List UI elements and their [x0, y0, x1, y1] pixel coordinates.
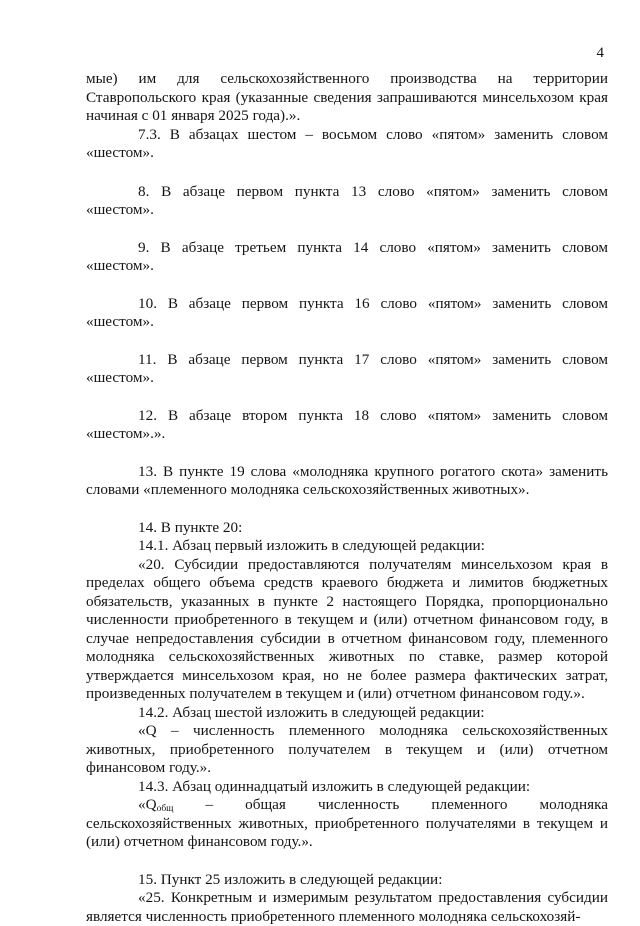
- document-body: [86, 70, 608, 926]
- paragraph-14-1-text: «20. Субсидии предоставляются получателям минсельхозом края в пределах общего объема средств краевого бюджета и лимитов бюджетных обязательств, указанных в пункте 2 настоящего Порядка, пропорционально численности приобретенного в текущем и (или) отчетном финансовом году, в случае непредоставления субсидии в отчетном финансовом году, племенного молодняка сельскохозяйственных животных по ставке, размер которой утверждается минсельхозом края, но не более размера фактических затрат, произведенных получателем в текущем и (или) отчетном финансовом году.».: [86, 555, 608, 702]
- paragraph-14-3-text: [86, 796, 608, 852]
- paragraph-14-2: 14.2. Абзац шестой изложить в следующей редакции:: [138, 703, 485, 721]
- page-number: 4: [596, 45, 604, 61]
- paragraph-continuation: мые) им для сельскохозяйственного производства на территории Ставропольского края (указанные сведения запрашиваются минсельхозом края начиная с 01 января 2025 года).».: [86, 70, 608, 124]
- formula-definition: – общая численность племенного молодняка сельскохозяйственных животных, приобретенного получателями в текущем и (или) отчетном финансовом году.».: [86, 796, 608, 850]
- paragraph-15: 15. Пункт 25 изложить в следующей редакции:: [138, 870, 443, 888]
- paragraph-9: 9. В абзаце третьем пункта 14 слово «пятом» заменить словом «шестом».: [86, 238, 608, 274]
- paragraph-11: 11. В абзаце первом пункта 17 слово «пятом» заменить словом «шестом».: [86, 350, 608, 386]
- formula-subscript: общ: [156, 804, 174, 814]
- paragraph-10: 10. В абзаце первом пункта 16 слово «пятом» заменить словом «шестом».: [86, 294, 608, 330]
- paragraph-14-1: 14.1. Абзац первый изложить в следующей редакции:: [138, 537, 485, 554]
- paragraph-7-3: 7.3. В абзацах шестом – восьмом слово «пятом» заменить словом «шестом».: [86, 125, 608, 161]
- paragraph-14: 14. В пункте 20:: [138, 518, 243, 536]
- paragraph-14-2-text: «Q – численность племенного молодняка сельскохозяйственных животных, приобретенного получателем в текущем и (или) отчетном финансовом году.».: [86, 722, 608, 776]
- paragraph-8: 8. В абзаце первом пункта 13 слово «пятом» заменить словом «шестом».: [86, 182, 608, 218]
- paragraph-12: 12. В абзаце втором пункта 18 слово «пятом» заменить словом «шестом».».: [86, 406, 608, 442]
- paragraph-14-3: 14.3. Абзац одиннадцатый изложить в следующей редакции:: [138, 777, 531, 795]
- formula-symbol: «Q: [138, 796, 157, 813]
- paragraph-13: 13. В пункте 19 слова «молодняка крупного рогатого скота» заменить словами «племенного молодняка сельскохозяйственных животных».: [86, 462, 608, 498]
- paragraph-15-text: «25. Конкретным и измеримым результатом предоставления субсидии является численность приобретенного племенного молодняка сельскохозяй-: [86, 889, 608, 925]
